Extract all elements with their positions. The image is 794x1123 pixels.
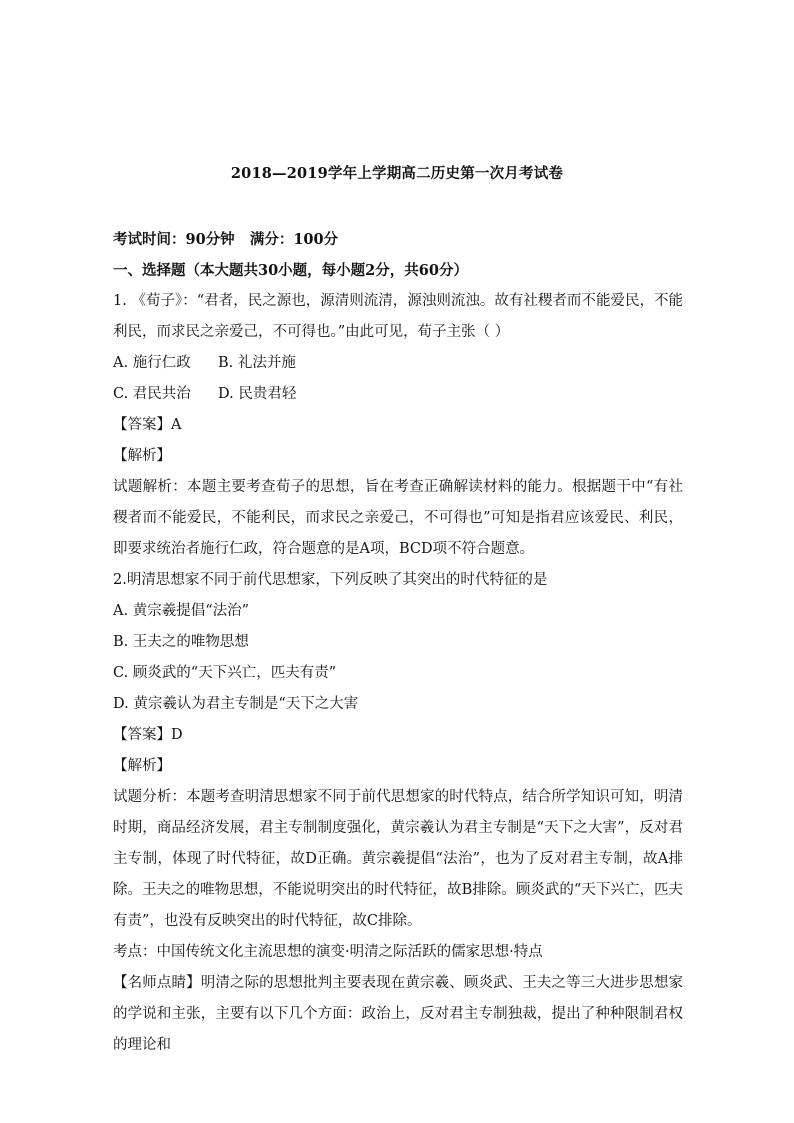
question-1-option-d: D. 民贵君轻 xyxy=(218,386,297,402)
question-2-option-c: C. 顾炎武的“天下兴亡，匹夫有责” xyxy=(113,665,337,681)
exam-title: 2018—2019学年上学期高二历史第一次月考试卷 xyxy=(230,165,564,182)
question-2-mingshi: 【名师点睛】明清之际的思想批判主要表现在黄宗羲、顾炎武、王夫之等三大进步思想家的学说和主张，主要有以下几个方面：政治上，反对君主专制独裁，提出了种种限制君权的理论和 xyxy=(113,975,683,1053)
document-body xyxy=(113,224,683,1061)
question-1-option-c: C. 君民共治 xyxy=(113,386,191,402)
question-2-option-a: A. 黄宗羲提倡“法治” xyxy=(113,603,250,619)
question-1-option-b: B. 礼法并施 xyxy=(218,355,296,371)
question-1-options-row-2 xyxy=(113,379,683,410)
question-2-analysis: 试题分析：本题考查明清思想家不同于前代思想家的时代特点，结合所学知识可知，明清时期，商品经济发展，君主专制制度强化，黄宗羲认为君主专制是“天下之大害”，反对君主专制，体现了时代特征，故D正确。黄宗羲提倡“法治”，也为了反对君主专制，故A排除。王夫之的唯物思想，不能说明突出的时代特征，故B排除。顾炎武的“天下兴亡，匹夫有责”，也没有反映突出的时代特征，故C排除。 xyxy=(113,789,683,929)
question-1-analysis-label: 【解析】 xyxy=(113,448,171,464)
question-2-analysis-label: 【解析】 xyxy=(113,758,171,774)
question-2-answer: 【答案】D xyxy=(113,727,183,743)
question-2-stem: 2.明清思想家不同于前代思想家，下列反映了其突出的时代特征的是 xyxy=(113,572,548,588)
question-2-option-d: D. 黄宗羲认为君主专制是“天下之大害 xyxy=(113,696,359,712)
exam-info: 考试时间：90分钟 满分：100分 xyxy=(113,231,339,248)
question-1-options-row-1 xyxy=(113,348,683,379)
question-1-answer: 【答案】A xyxy=(113,417,182,433)
question-2-kaodian: 考点：中国传统文化主流思想的演变·明清之际活跃的儒家思想·特点 xyxy=(113,944,543,960)
question-1-stem: 1. 《荀子》：“君者，民之源也，源清则流清，源浊则流浊。故有社稷者而不能爱民，不能利民，而求民之亲爱己，不可得也。”由此可见，荀子主张（ ） xyxy=(113,293,683,340)
section-heading: 一、选择题（本大题共30小题，每小题2分，共60分） xyxy=(113,262,468,279)
question-1-option-a: A. 施行仁政 xyxy=(113,355,191,371)
question-1-analysis: 试题解析：本题主要考查荀子的思想，旨在考查正确解读材料的能力。根据题干中“有社稷者而不能爱民，不能利民，而求民之亲爱己，不可得也”可知是指君应该爱民、利民，即要求统治者施行仁政，符合题意的是A项，BCD项不符合题意。 xyxy=(113,479,683,557)
question-2-option-b: B. 王夫之的唯物思想 xyxy=(113,634,249,650)
